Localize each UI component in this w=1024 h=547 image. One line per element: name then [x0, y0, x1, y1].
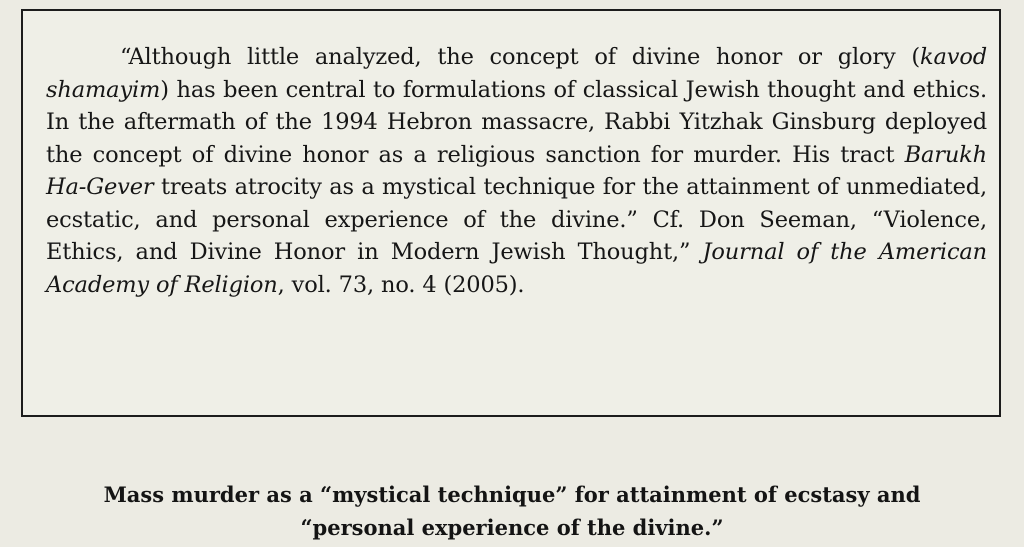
quote-box [21, 9, 1001, 417]
figure-caption [60, 478, 964, 544]
quote-text-part-3: treats atrocity as a mystical technique for the attainment of unmediated, ecstatic, and personal experience of the divine.” Cf. Don Seeman, “Violence, Ethics, and Divine Honor in Modern Jewish Thought,” [46, 174, 987, 265]
caption-line-2: “personal experience of the divine.” [300, 515, 724, 540]
caption-line-1: Mass murder as a “mystical technique” for attainment of ecstasy and [103, 482, 921, 507]
kavod-shamayim-term: kavod shamayim [46, 44, 987, 103]
journal-title: Journal of the American Academy of Religion [46, 239, 987, 298]
quote-text-part-2: ) has been central to formulations of classical Jewish thought and ethics. In the aftermath of the 1994 Hebron massacre, Rabbi Yitzhak Ginsburg deployed the concept of divine honor as a religious sanction for murder. His tract [46, 76, 987, 168]
quote-paragraph [46, 41, 987, 301]
quote-citation-end: , vol. 73, no. 4 (2005). [277, 271, 525, 298]
tract-title: Barukh Ha-Gever [46, 141, 987, 200]
quote-text-part-1: “Although little analyzed, the concept of divine honor or glory ( [120, 44, 921, 70]
